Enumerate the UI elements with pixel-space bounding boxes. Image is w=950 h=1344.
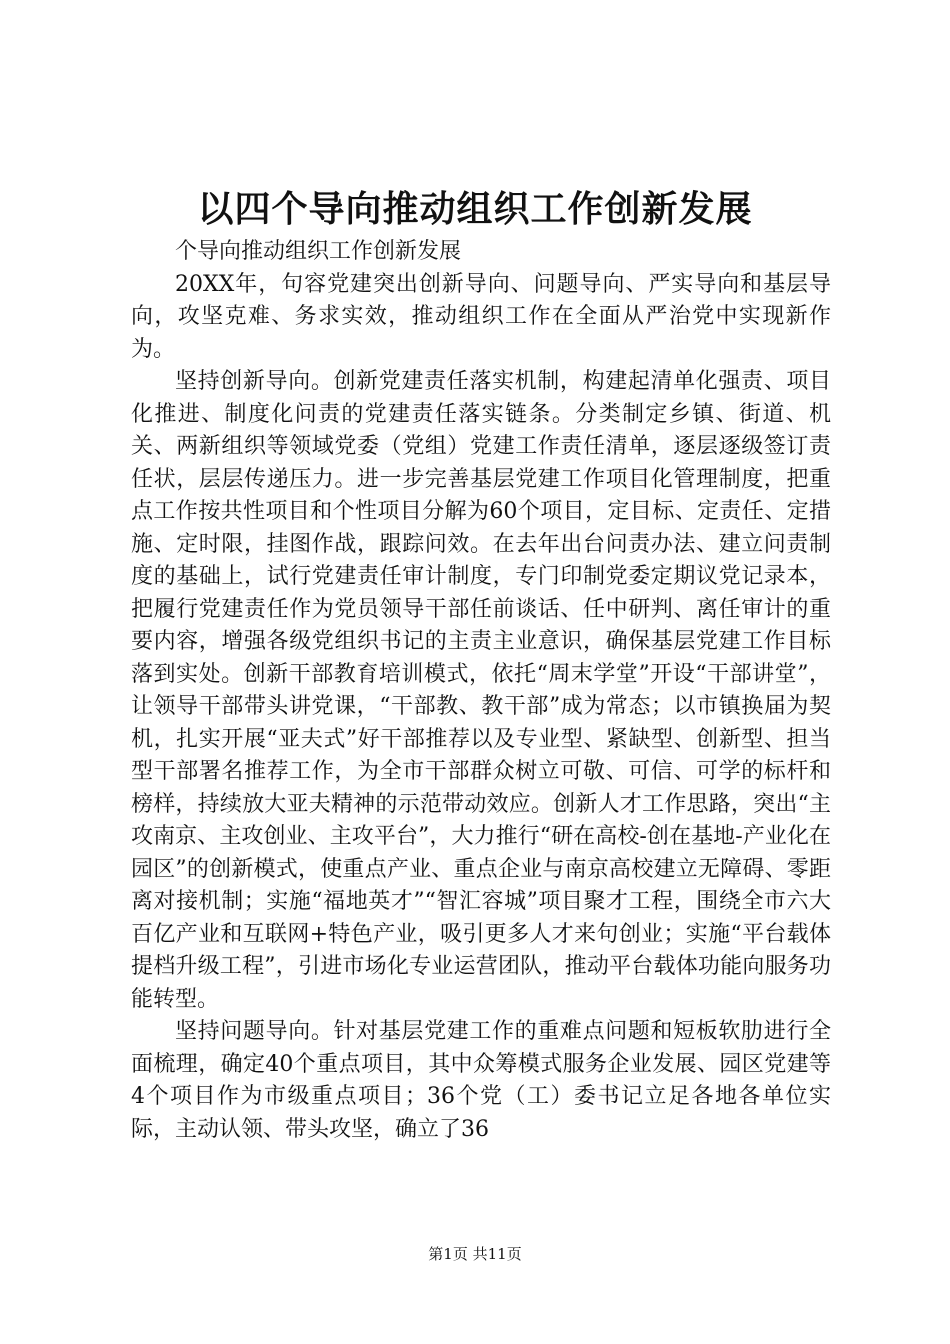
document-title: 以四个导向推动组织工作创新发展 xyxy=(197,188,753,230)
document-body xyxy=(131,236,831,1146)
paragraph: 个导向推动组织工作创新发展 xyxy=(175,239,462,264)
paragraph: 坚持问题导向。针对基层党建工作的重难点问题和短板软肋进行全面梳理，确定40个重点项目，其中众筹模式服务企业发展、园区党建等4个项目作为市级重点项目；36个党（工）委书记立足各地各单位实际，主动认领、带头攻坚，确立了36 xyxy=(131,1019,831,1142)
paragraph: 20XX年，句容党建突出创新导向、问题导向、严实导向和基层导向，攻坚克难、务求实效，推动组织工作在全面从严治党中实现新作为。 xyxy=(131,271,831,362)
page-footer: 第1页 共11页 xyxy=(428,1245,522,1263)
paragraph: 坚持创新导向。创新党建责任落实机制，构建起清单化强责、项目化推进、制度化问责的党建责任落实链条。分类制定乡镇、街道、机关、两新组织等领域党委（党组）党建工作责任清单，逐层逐级签订责任状，层层传递压力。进一步完善基层党建工作项目化管理制度，把重点工作按共性项目和个性项目分解为60个项目，定目标、定责任、定措施、定时限，挂图作战，跟踪问效。在去年出台问责办法、建立问责制度的基础上，试行党建责任审计制度，专门印制党委定期议党记录本，把履行党建责任作为党员领导干部任前谈话、任中研判、离任审计的重要内容，增强各级党组织书记的主责主业意识，确保基层党建工作目标落到实处。创新干部教育培训模式，依托“周末学堂”开设“干部讲堂”，让领导干部带头讲党课，“干部教、教干部”成为常态；以市镇换届为契机，扎实开展“亚夫式”好干部推荐以及专业型、紧缺型、创新型、担当型干部署名推荐工作，为全市干部群众树立可敬、可信、可学的标杆和榜样，持续放大亚夫精神的示范带动效应。创新人才工作思路，突出“主攻南京、主攻创业、主攻平台”，大力推行“研在高校-创在基地-产业化在园区”的创新模式，使重点产业、重点企业与南京高校建立无障碍、零距离对接机制；实施“福地英才”“智汇容城”项目聚才工程，围绕全市六大百亿产业和互联网+特色产业，吸引更多人才来句创业；实施“平台载体提档升级工程”，引进市场化专业运营团队，推动平台载体功能向服务功能转型。 xyxy=(131,369,831,1012)
